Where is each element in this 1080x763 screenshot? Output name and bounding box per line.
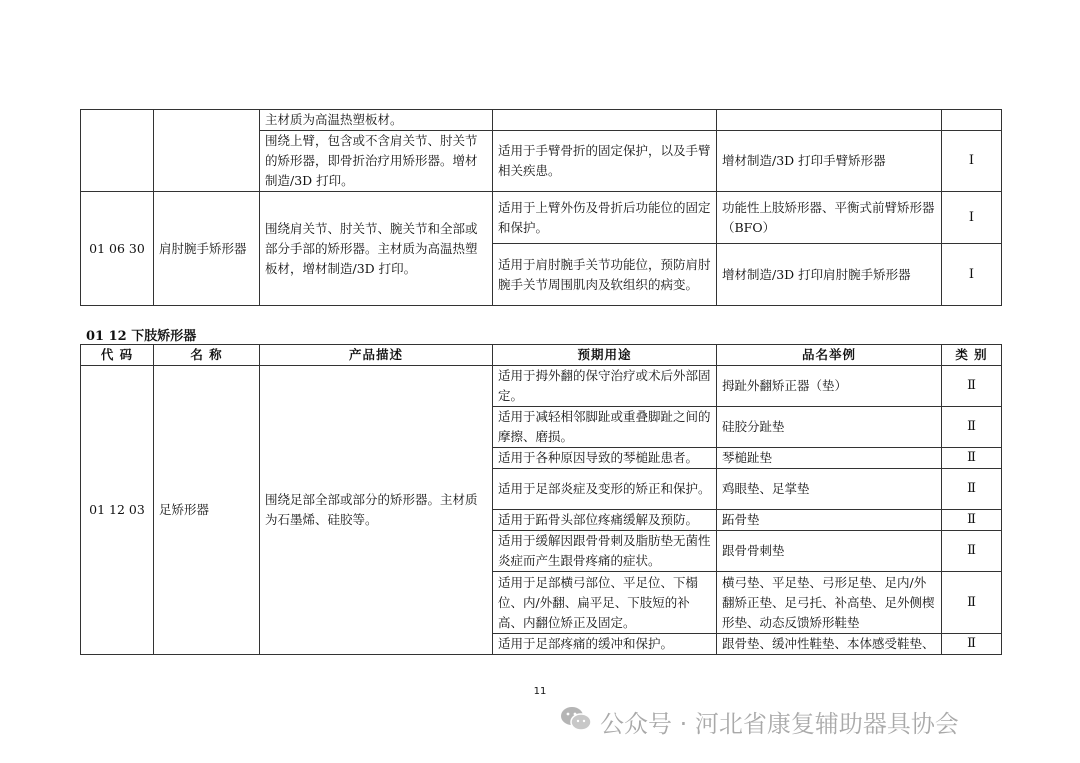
class-cell: Ⅱ [942,510,1002,531]
description-cell: 主材质为高温热塑板材。 [260,110,493,131]
examples-cell: 增材制造/3D 打印手臂矫形器 [717,131,942,192]
watermark [560,704,959,739]
class-cell: Ⅱ [942,572,1002,634]
examples-cell: 功能性上肢矫形器、平衡式前臂矫形器（BFO） [717,192,942,244]
use-cell: 适用于足部疼痛的缓冲和保护。 [493,634,717,655]
class-cell: Ⅱ [942,469,1002,510]
examples-cell: 琴槌趾垫 [717,448,942,469]
code-cell: 01 06 30 [81,192,154,306]
examples-cell: 拇趾外翻矫正器（垫） [717,366,942,407]
code-cell [81,110,154,192]
class-cell: Ⅱ [942,366,1002,407]
use-cell: 适用于拇外翻的保守治疗或术后外部固定。 [493,366,717,407]
use-cell: 适用于手臂骨折的固定保护，以及手臂相关疾患。 [493,131,717,192]
examples-cell: 鸡眼垫、足掌垫 [717,469,942,510]
examples-cell: 跖骨垫 [717,510,942,531]
wechat-icon [560,705,600,739]
name-cell: 足矫形器 [154,366,260,655]
examples-cell: 增材制造/3D 打印肩肘腕手矫形器 [717,244,942,306]
class-cell: Ⅰ [942,131,1002,192]
examples-cell [717,110,942,131]
use-cell: 适用于足部横弓部位、平足位、下榻位、内/外翻、扁平足、下肢短的补高、内翻位矫正及固定。 [493,572,717,634]
header-name: 名 称 [154,345,260,366]
header-code: 代 码 [81,345,154,366]
class-cell: Ⅱ [942,531,1002,572]
use-cell: 适用于减轻相邻脚趾或重叠脚趾之间的摩擦、磨损。 [493,407,717,448]
class-cell [942,110,1002,131]
page-number: 11 [533,686,547,697]
examples-cell: 跟骨垫、缓冲性鞋垫、本体感受鞋垫、 [717,634,942,655]
header-use: 预期用途 [493,345,717,366]
lower-limb-table [80,344,1002,655]
use-cell: 适用于跖骨头部位疼痛缓解及预防。 [493,510,717,531]
class-cell: Ⅰ [942,192,1002,244]
description-cell: 围绕肩关节、肘关节、腕关节和全部或部分手部的矫形器。主材质为高温热塑板材，增材制造/3D 打印。 [260,192,493,306]
use-cell: 适用于各种原因导致的琴槌趾患者。 [493,448,717,469]
table-row [81,366,1002,407]
class-cell: Ⅱ [942,448,1002,469]
examples-cell: 跟骨骨刺垫 [717,531,942,572]
class-cell: Ⅱ [942,634,1002,655]
examples-cell: 横弓垫、平足垫、弓形足垫、足内/外翻矫正垫、足弓托、补高垫、足外侧楔形垫、动态反馈矫形鞋垫 [717,572,942,634]
name-cell: 肩肘腕手矫形器 [154,192,260,306]
watermark-text: 公众号 · 河北省康复辅助器具协会 [600,710,959,738]
header-description: 产品描述 [260,345,493,366]
section-title: 01 12 下肢矫形器 [86,329,197,344]
code-cell: 01 12 03 [81,366,154,655]
use-cell [493,110,717,131]
name-cell [154,110,260,192]
use-cell: 适用于足部炎症及变形的矫正和保护。 [493,469,717,510]
use-cell: 适用于缓解因跟骨骨刺及脂肪垫无菌性炎症而产生跟骨疼痛的症状。 [493,531,717,572]
description-cell: 围绕足部全部或部分的矫形器。主材质为石墨烯、硅胶等。 [260,366,493,655]
examples-cell: 硅胶分趾垫 [717,407,942,448]
use-cell: 适用于肩肘腕手关节功能位，预防肩肘腕手关节周围肌肉及软组织的病变。 [493,244,717,306]
table-row [81,192,1002,244]
header-examples: 品名举例 [717,345,942,366]
class-cell: Ⅱ [942,407,1002,448]
table-row [81,110,1002,131]
use-cell: 适用于上臂外伤及骨折后功能位的固定和保护。 [493,192,717,244]
continued-table [80,109,1002,306]
class-cell: Ⅰ [942,244,1002,306]
header-class: 类 别 [942,345,1002,366]
description-cell: 围绕上臂，包含或不含肩关节、肘关节的矫形器，即骨折治疗用矫形器。增材制造/3D 打印。 [260,131,493,192]
header-row [81,345,1002,366]
